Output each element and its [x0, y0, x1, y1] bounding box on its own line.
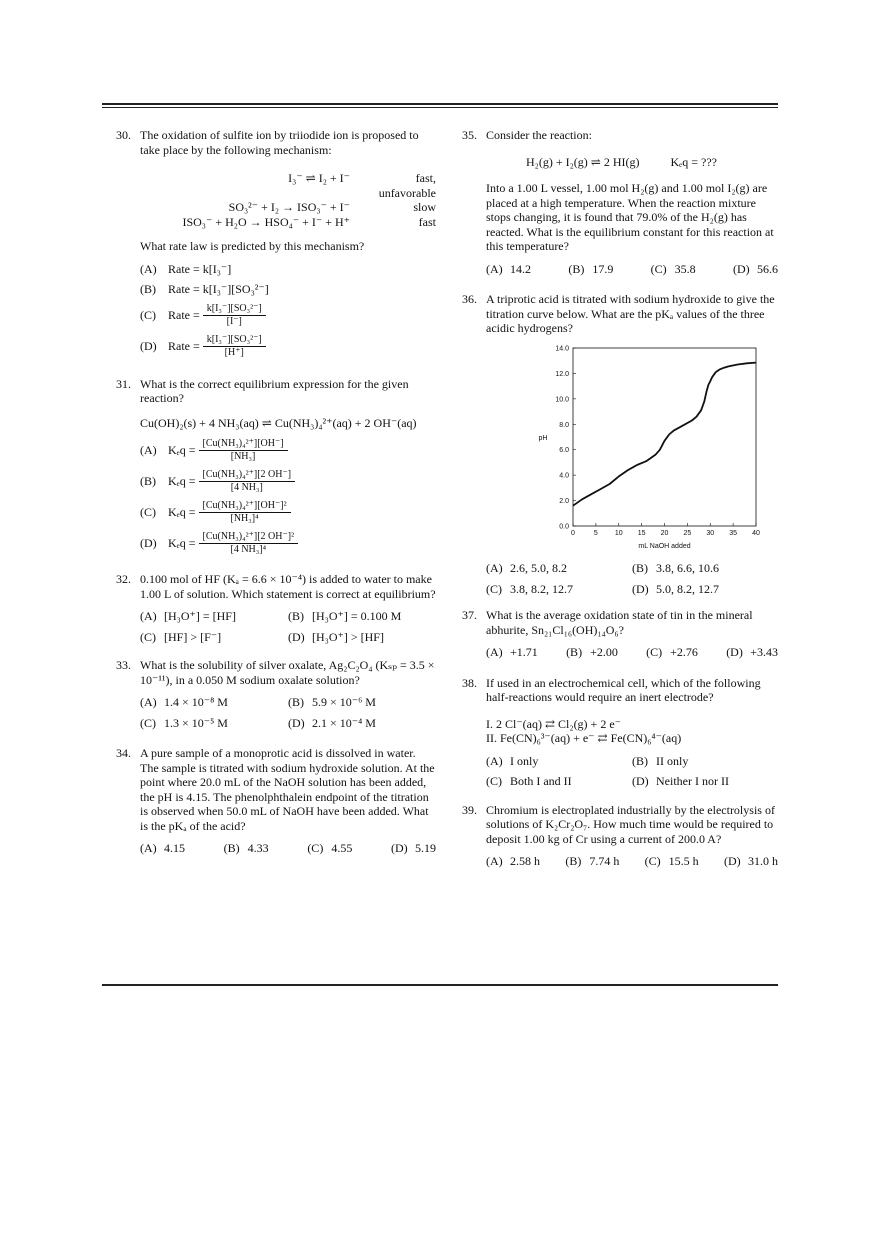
denominator: [H⁺]: [224, 346, 244, 358]
option-a[interactable]: [486, 754, 632, 769]
options-grid: [140, 695, 436, 730]
option-d[interactable]: [632, 582, 778, 597]
question-36: [462, 292, 778, 596]
option-text: 4.55: [331, 841, 353, 855]
option-text: 3.8, 6.6, 10.6: [656, 561, 719, 575]
option-letter: (B): [566, 645, 583, 659]
x-tick-label: 0: [571, 529, 575, 537]
question-text: A triprotic acid is titrated with sodium hydroxide to give the titration curve below. What are the pKₐ values of the three acidic hydrogens?: [486, 292, 775, 335]
option-text: +2.00: [590, 645, 618, 659]
option-text: Rate =: [168, 338, 200, 353]
option-b[interactable]: [288, 609, 436, 624]
y-tick-label: 10.0: [555, 395, 569, 403]
option-c[interactable]: [140, 303, 436, 328]
option-letter: (C): [140, 505, 156, 520]
option-a[interactable]: [486, 645, 538, 660]
option-letter: (D): [632, 774, 649, 788]
option-letter: (A): [140, 695, 157, 709]
option-text: 4.15: [164, 841, 185, 855]
option-letter: (C): [307, 841, 324, 855]
option-text: 35.8: [674, 261, 696, 276]
option-text: 4.33: [247, 841, 269, 855]
options-grid: [140, 609, 436, 644]
question-prompt: What rate law is predicted by this mechanism?: [140, 239, 365, 253]
option-letter: (B): [288, 695, 304, 709]
question-text: If used in an electrochemical cell, which of the following half-reactions would require an inert electrode?: [486, 675, 761, 704]
question-30: [116, 128, 436, 359]
option-c[interactable]: [651, 262, 696, 277]
option-b[interactable]: [224, 841, 269, 856]
y-tick-label: 2.0: [559, 497, 569, 505]
option-letter: (C): [650, 261, 667, 276]
option-letter: (A): [140, 609, 157, 623]
option-text: I only: [510, 753, 539, 768]
question-number: 37.: [462, 608, 477, 622]
option-letter: (C): [646, 645, 663, 659]
fraction: [199, 469, 296, 494]
option-d[interactable]: [140, 531, 436, 556]
question-37: [462, 608, 778, 660]
top-rule-thin: [102, 107, 778, 108]
option-text: 5.19: [414, 841, 436, 855]
options-grid: [486, 754, 778, 789]
option-letter: (D): [288, 715, 305, 730]
option-text: Rate = k[I₃⁻][SO₃²⁻]: [168, 282, 269, 296]
option-text: 1.3 × 10⁻⁵ M: [164, 715, 228, 730]
option-text: +1.71: [510, 645, 538, 659]
option-letter: (B): [140, 282, 156, 296]
option-c[interactable]: [140, 716, 288, 731]
option-letter: (B): [140, 474, 156, 489]
option-letter: (B): [288, 609, 304, 623]
option-b[interactable]: [140, 282, 436, 297]
option-d[interactable]: [288, 630, 436, 645]
option-b[interactable]: [568, 262, 613, 277]
option-a[interactable]: [140, 841, 185, 856]
denominator: [I⁻]: [226, 315, 242, 327]
mechanism: [140, 171, 436, 229]
x-tick-label: 30: [706, 529, 715, 537]
option-letter: (D): [632, 581, 649, 596]
option-letter: (A): [140, 261, 157, 276]
question-text: What is the solubility of silver oxalate, Ag₂C₂O₄ (Kₛₚ = 3.5 × 10⁻¹¹), in a 0.050 M sodium oxalate solution?: [140, 658, 435, 687]
option-letter: (B): [223, 841, 240, 855]
option-text: 14.2: [510, 261, 531, 276]
option-text: 5.9 × 10⁻⁶ M: [312, 695, 376, 709]
numerator: [Cu(NH₃)₄²⁺][2 OH⁻]: [199, 469, 296, 482]
option-text: [H₃O⁺] > [HF]: [312, 629, 384, 644]
titration-chart: [528, 342, 758, 554]
option-d[interactable]: [140, 334, 436, 359]
option-letter: (D): [288, 629, 305, 644]
keq-label: Kₑq = ???: [670, 154, 717, 169]
option-text: [H₃O⁺] = [HF]: [164, 609, 236, 623]
option-text: 2.6, 5.0, 8.2: [510, 561, 567, 575]
reaction-equation: H₂(g) + I₂(g) ⇌ 2 HI(g): [526, 154, 640, 169]
option-b[interactable]: [140, 469, 436, 494]
option-d[interactable]: [733, 262, 778, 277]
question-number: 38.: [462, 675, 477, 690]
option-d[interactable]: [288, 716, 436, 731]
mechanism-step: [140, 215, 436, 230]
option-text: 7.74 h: [589, 854, 620, 868]
option-b[interactable]: [632, 561, 778, 576]
step-equation: ISO₃⁻ + H₂O → HSO₄⁻ + I⁻ + H⁺: [182, 214, 350, 229]
question-text: Consider the reaction:: [486, 128, 592, 142]
question-35: [462, 128, 778, 276]
step-label: fast: [418, 214, 436, 229]
option-letter: (A): [486, 261, 503, 276]
question-number: 39.: [462, 802, 477, 817]
mechanism-step: [140, 200, 436, 215]
option-a[interactable]: [486, 262, 531, 277]
x-tick-label: 10: [614, 529, 623, 537]
option-letter: (C): [140, 307, 156, 322]
x-tick-label: 5: [593, 529, 598, 537]
numerator: [Cu(NH₃)₄²⁺][OH⁻]: [199, 438, 288, 451]
option-letter: (A): [486, 854, 503, 868]
option-text: 5.0, 8.2, 12.7: [656, 581, 719, 596]
fraction: [203, 303, 266, 328]
option-a[interactable]: [486, 561, 632, 576]
question-number: 36.: [462, 292, 477, 306]
option-letter: (B): [632, 753, 648, 768]
step-equation: SO₃²⁻ + I₂ → ISO₃⁻ + I⁻: [228, 200, 350, 214]
option-text: 2.1 × 10⁻⁴ M: [312, 715, 376, 730]
y-tick-label: 4.0: [559, 472, 569, 480]
numerator: k[I₃⁻][SO₃²⁻]: [203, 303, 266, 316]
option-text: Rate =: [168, 307, 200, 322]
y-tick-label: 0.0: [559, 523, 569, 530]
numerator: [Cu(NH₃)₄²⁺][OH⁻]²: [199, 500, 291, 513]
y-tick-label: 6.0: [559, 446, 569, 454]
top-rule: [102, 103, 778, 105]
option-text: Kₑq =: [168, 505, 196, 520]
option-d[interactable]: [726, 645, 778, 660]
option-letter: (A): [486, 753, 503, 768]
option-c[interactable]: [140, 500, 436, 525]
option-c[interactable]: [307, 841, 352, 856]
option-d[interactable]: [724, 854, 778, 869]
option-text: 2.58 h: [510, 854, 540, 868]
x-tick-label: 40: [752, 529, 760, 537]
question-number: 34.: [116, 746, 131, 760]
option-c[interactable]: [486, 582, 632, 597]
option-text: +2.76: [670, 645, 698, 659]
option-text: Both I and II: [510, 774, 572, 788]
option-text: 17.9: [592, 261, 614, 276]
left-column: [116, 128, 436, 856]
reaction-equation: Cu(OH)₂(s) + 4 NH₃(aq) ⇌ Cu(NH₃)₄²⁺(aq) + 2 OH⁻(aq): [140, 415, 417, 430]
option-letter: (B): [565, 854, 582, 868]
option-text: Rate = k[I₃⁻]: [168, 261, 232, 276]
x-tick-label: 35: [729, 529, 738, 537]
option-a[interactable]: [140, 262, 436, 277]
question-text: What is the average oxidation state of tin in the mineral abhurite, Sn₂₁Cl₁₆(OH)₁₄O₆?: [486, 608, 753, 637]
option-letter: (D): [723, 854, 741, 868]
option-letter: (A): [486, 645, 503, 659]
right-column: [462, 128, 778, 869]
option-text: Kₑq =: [168, 474, 196, 489]
bottom-rule: [102, 984, 778, 986]
options-row: [140, 841, 436, 856]
denominator: [4 NH₃]⁴: [230, 544, 267, 555]
options-row: [486, 645, 778, 660]
option-a[interactable]: [140, 609, 288, 624]
options-grid: [486, 561, 778, 596]
option-a[interactable]: [486, 854, 540, 869]
option-letter: (C): [486, 774, 502, 788]
question-text: 0.100 mol of HF (Kₐ = 6.6 × 10⁻⁴) is added to water to make 1.00 L of solution. Which statement is correct at equilibrium?: [140, 572, 436, 601]
question-text: What is the correct equilibrium expression for the given reaction?: [140, 376, 409, 405]
numerator: [Cu(NH₃)₄²⁺][2 OH⁻]²: [199, 531, 299, 544]
option-letter: (D): [390, 841, 408, 855]
option-letter: (D): [732, 261, 750, 276]
option-letter: (C): [140, 629, 156, 644]
fraction: [199, 531, 299, 556]
option-letter: (A): [140, 443, 157, 458]
option-b[interactable]: [288, 695, 436, 710]
fraction: [199, 438, 288, 463]
option-c[interactable]: [646, 645, 698, 660]
fraction: [199, 500, 291, 525]
y-tick-label: 14.0: [555, 345, 569, 352]
option-c[interactable]: [486, 774, 632, 789]
option-letter: (A): [140, 841, 157, 855]
question-34: [116, 746, 436, 856]
denominator: [NH₃]⁴: [230, 513, 259, 524]
option-b[interactable]: [566, 645, 618, 660]
options-row: [486, 854, 778, 869]
option-letter: (B): [568, 261, 585, 276]
half-reaction-1: I. 2 Cl⁻(aq) ⇄ Cl₂(g) + 2 e⁻: [486, 716, 621, 731]
option-text: 15.5 h: [668, 854, 699, 868]
option-a[interactable]: [140, 695, 288, 710]
question-33: [116, 658, 436, 730]
x-axis-label: mL NaOH added: [638, 542, 691, 550]
option-text: 56.6: [756, 261, 778, 276]
reaction-line: [526, 155, 778, 170]
option-text: Neither I nor II: [656, 774, 729, 788]
titration-curve: [573, 362, 756, 505]
option-text: II only: [656, 753, 689, 768]
question-38: [462, 676, 778, 789]
option-letter: (D): [726, 645, 743, 659]
option-c[interactable]: [645, 854, 699, 869]
denominator: [4 NH₃]: [230, 482, 263, 493]
option-letter: (A): [486, 561, 503, 575]
question-text: The oxidation of sulfite ion by triiodide ion is proposed to take place by the following mechanism:: [140, 128, 419, 157]
option-letter: (D): [140, 338, 157, 353]
denominator: [NH₃]: [230, 451, 256, 462]
option-d[interactable]: [391, 841, 436, 856]
option-text: 3.8, 8.2, 12.7: [510, 581, 573, 596]
y-tick-label: 8.0: [559, 421, 569, 429]
option-text: Kₑq =: [168, 443, 196, 458]
option-b[interactable]: [632, 754, 778, 769]
x-tick-label: 15: [637, 529, 646, 537]
question-text-2: Into a 1.00 L vessel, 1.00 mol H₂(g) and 1.00 mol I₂(g) are placed at a high temperature. When the reaction mixture stops changing, it is found that 79.0% of the H₂(g) has reacted. What is the equilibrium constant for this reaction at this temperature?: [486, 181, 774, 253]
mechanism-step: [140, 171, 436, 200]
question-number: 33.: [116, 658, 131, 672]
option-text: +3.43: [750, 645, 778, 659]
question-number: 30.: [116, 128, 131, 142]
question-32: [116, 572, 436, 644]
option-text: 1.4 × 10⁻⁸ M: [164, 695, 228, 709]
options-row: [486, 262, 778, 277]
option-c[interactable]: [140, 630, 288, 645]
x-tick-label: 20: [660, 529, 669, 537]
question-39: [462, 803, 778, 869]
step-equation: I₃⁻ ⇌ I₂ + I⁻: [288, 171, 350, 185]
question-text: A pure sample of a monoprotic acid is dissolved in water. The sample is titrated with sodium hydroxide solution. At the point where 20.0 mL of the NaOH solution has been added, the pH is 4.15. The phenolphthalein endpoint of the titration is observed when 50.0 mL of NaOH have been added. What is the pKₐ of the acid?: [140, 746, 435, 833]
question-text: Chromium is electroplated industrially by the electrolysis of solutions of K₂Cr₂O₇. How much time would be required to deposit 1.00 kg of Cr using a current of 200.0 A?: [486, 802, 775, 846]
numerator: k[I₃⁻][SO₃²⁻]: [203, 334, 266, 347]
option-d[interactable]: [632, 774, 778, 789]
y-tick-label: 12.0: [555, 370, 569, 378]
half-reaction-2: II. Fe(CN)₆³⁻(aq) + e⁻ ⇄ Fe(CN)₆⁴⁻(aq): [486, 731, 682, 745]
option-text: 31.0 h: [747, 854, 778, 868]
question-number: 31.: [116, 376, 131, 391]
option-a[interactable]: [140, 438, 436, 463]
fraction: [203, 334, 266, 359]
option-text: [H₃O⁺] = 0.100 M: [312, 609, 402, 623]
option-letter: (C): [140, 715, 156, 730]
question-number: 35.: [462, 128, 477, 142]
plot-frame: [573, 348, 756, 526]
x-tick-label: 25: [683, 529, 692, 537]
step-label: fast, unfavorable: [378, 171, 436, 200]
question-31: [116, 377, 436, 557]
option-letter: (C): [644, 854, 661, 868]
question-number: 32.: [116, 572, 131, 586]
option-letter: (C): [486, 581, 502, 596]
step-label: slow: [413, 200, 436, 214]
option-text: Kₑq =: [168, 536, 196, 551]
option-b[interactable]: [565, 854, 619, 869]
y-axis-label: pH: [538, 434, 548, 442]
option-letter: (B): [632, 561, 648, 575]
option-letter: (D): [140, 536, 157, 551]
option-text: [HF] > [F⁻]: [164, 629, 222, 644]
